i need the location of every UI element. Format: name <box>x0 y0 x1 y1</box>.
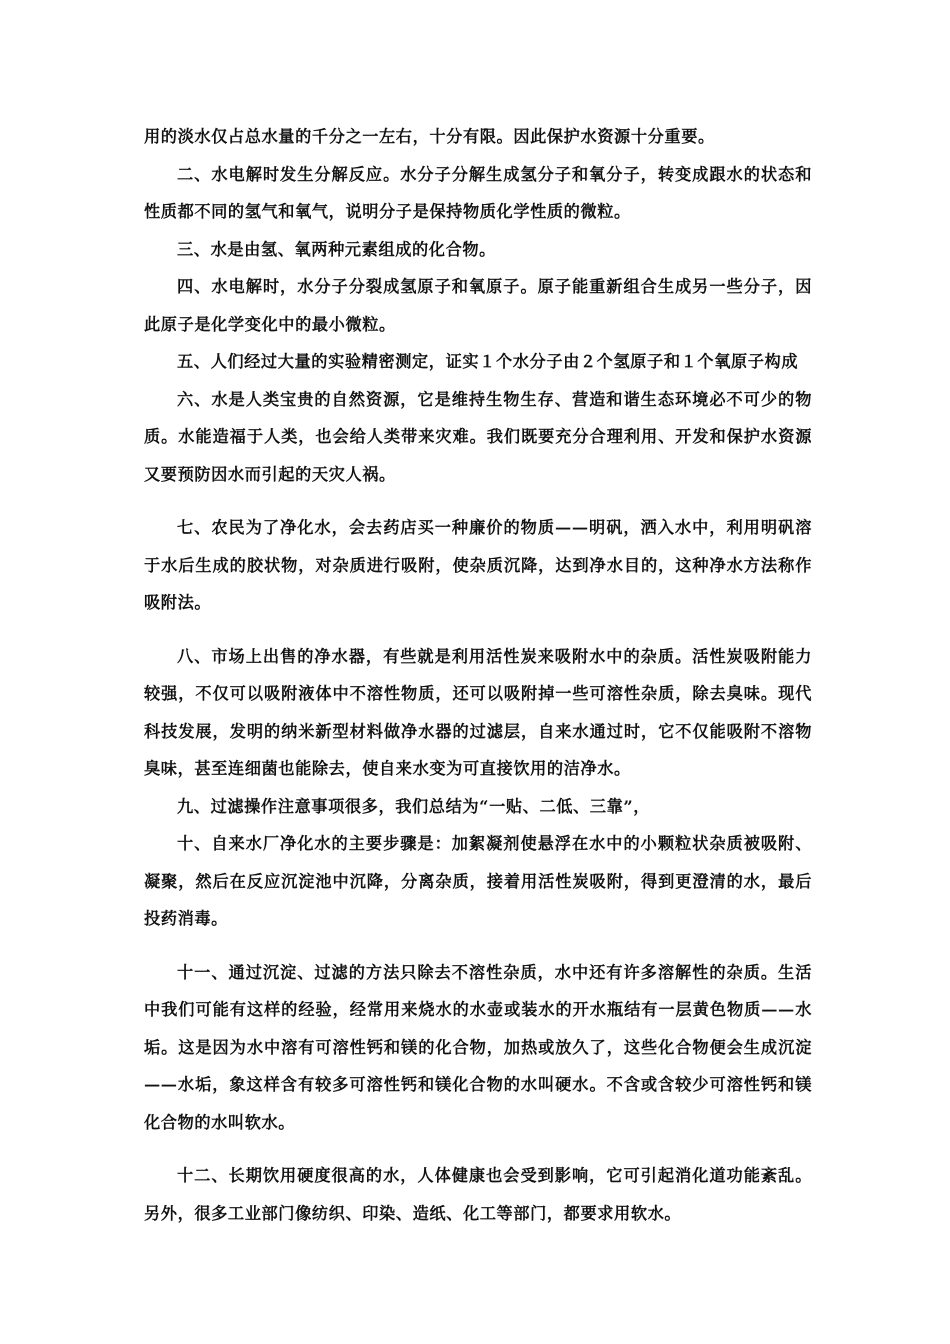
paragraph-10: 十、自来水厂净化水的主要步骤是：加絮凝剂使悬浮在水中的小颗粒状杂质被吸附、凝聚，然后在反应沉淀池中沉降，分离杂质，接着用活性炭吸附，得到更澄清的水，最后投药消毒。 <box>144 834 812 928</box>
document-page <box>144 118 812 1232</box>
paragraph-2: 二、水电解时发生分解反应。水分子分解生成氢分子和氧分子，转变成跟水的状态和性质都不同的氢气和氧气，说明分子是保持物质化学性质的微粒。 <box>144 164 812 221</box>
paragraph-8: 八、市场上出售的净水器，有些就是利用活性炭来吸附水中的杂质。活性炭吸附能力较强，不仅可以吸附液体中不溶性物质，还可以吸附掉一些可溶性杂质，除去臭味。现代科技发展，发明的纳米新型材料做净水器的过滤层，自来水通过时，它不仅能吸附不溶物臭味，甚至连细菌也能除去，使自来水变为可直接饮用的洁净水。 <box>144 646 812 778</box>
paragraph-11: 十一、通过沉淀、过滤的方法只除去不溶性杂质，水中还有许多溶解性的杂质。生活中我们可能有这样的经验，经常用来烧水的水壶或装水的开水瓶结有一层黄色物质——水垢。这是因为水中溶有可溶性钙和镁的化合物，加热或放久了，这些化合物便会生成沉淀——水垢，象这样含有较多可溶性钙和镁化合物的水叫硬水。不含或含较少可溶性钙和镁化合物的水叫软水。 <box>144 962 812 1132</box>
paragraph-3: 三、水是由氢、氧两种元素组成的化合物。 <box>177 239 496 259</box>
paragraph-7: 七、农民为了净化水，会去药店买一种廉价的物质——明矾，洒入水中，利用明矾溶于水后生成的胶状物，对杂质进行吸附，使杂质沉降，达到净水目的，这种净水方法称作吸附法。 <box>144 518 812 612</box>
paragraph-4: 四、水电解时，水分子分裂成氢原子和氧原子。原子能重新组合生成另一些分子，因此原子是化学变化中的最小微粒。 <box>144 277 812 334</box>
paragraph-6: 六、水是人类宝贵的自然资源，它是维持生物生存、营造和谐生态环境必不可少的物质。水能造福于人类，也会给人类带来灾难。我们既要充分合理利用、开发和保护水资源又要预防因水而引起的天灾人祸。 <box>144 389 812 484</box>
paragraph-5: 五、人们经过大量的实验精密测定，证实１个水分子由２个氢原子和１个氧原子构成 <box>177 352 799 371</box>
paragraph-continuation: 用的淡水仅占总水量的千分之一左右，十分有限。因此保护水资源十分重要。 <box>144 127 715 146</box>
paragraph-9: 九、过滤操作注意事项很多，我们总结为“一贴、二低、三靠”， <box>177 796 651 816</box>
paragraph-12: 十二、长期饮用硬度很高的水，人体健康也会受到影响，它可引起消化道功能紊乱。另外，很多工业部门像纺织、印染、造纸、化工等部门，都要求用软水。 <box>144 1166 812 1223</box>
